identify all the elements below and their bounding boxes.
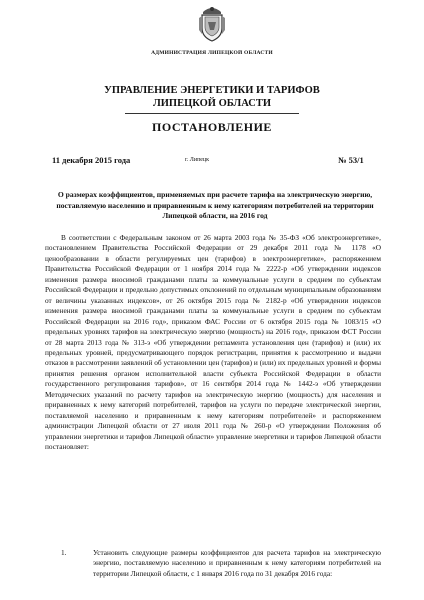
department-title: [40, 84, 384, 110]
department-line-1: УПРАВЛЕНИЕ ЭНЕРГЕТИКИ И ТАРИФОВ: [104, 85, 320, 96]
document-date: 11 декабря 2015 года: [52, 155, 131, 165]
coat-of-arms-icon: [197, 4, 227, 42]
document-number: № 53/1: [338, 155, 364, 165]
divider: [125, 113, 299, 114]
authority-line: АДМИНИСТРАЦИЯ ЛИПЕЦКОЙ ОБЛАСТИ: [151, 50, 273, 56]
document-type: ПОСТАНОВЛЕНИЕ: [152, 120, 272, 134]
list-item: [45, 548, 381, 579]
department-line-2: ЛИПЕЦКОЙ ОБЛАСТИ: [152, 98, 272, 109]
document-heading: О размерах коэффициентов, применяемых при расчете тарифа на электрическую энергию, поставляемую населению и приравненным к нему категориям потребителей на территории Липецкой области, на 2016 год: [56, 190, 374, 220]
item-text: Установить следующие размеры коэффициентов для расчета тарифов на электрическую энергию, поставляемую населению и приравненным к нему категориям потребителей на территории Липецкой области, с 1 января 2016 года по 31 декабря 2016 года:: [93, 548, 381, 578]
document-body: В соответствии с Федеральным законом от 26 марта 2003 года № 35-ФЗ «Об электроэнергетике», постановлением Правительства Российской Федерации от 29 декабря 2011 года № 1178 «О ценообразовании в области регулируемых цен (тарифов) в электроэнергетике», распоряжением Правительства Российской Федерации от 1 ноября 2014 года № 2222-р «Об утверждении индексов изменения размера вносимой гражданами платы за коммунальные услуги в среднем по субъектам Российской Федерации и предельно допустимых отклонений по отдельным муниципальным образованиям от величины указанных индексов», от 26 октября 2015 года № 2182-р «Об утверждении индексов изменения размера вносимой гражданами платы за коммунальные услуги в среднем по субъектам Российской Федерации на 2016 год», приказом ФАС России от 6 октября 2015 года № 1083/15 «О предельных уровнях тарифов на электрическую энергию (мощность) на 2016 год», приказом ФСТ России от 28 марта 2013 года № 313-э «Об утверждении регламента установления цен (тарифов) и (или) их предельных уровней, предусматривающего порядок регистрации, принятия к рассмотрению и выдачи отказов в рассмотрении заявлений об установлении цен (тарифов) и (или) их предельных уровней и формы принятия решения органом исполнительной власти субъекта Российской Федерации в области государственного регулирования тарифов», от 16 сентября 2014 года № 1442-э «Об утверждении Методических указаний по расчету тарифов на электрическую энергию (мощность) для населения и приравненных к нему категорий потребителей, тарифов на услуги по передаче электрической энергии, поставляемой населению и приравненным к нему категориям потребителей» и распоряжением администрации Липецкой области от 27 июля 2011 года № 260-р «О утверждении Положения об управлении энергетики и тарифов Липецкой области» управление энергетики и тарифов Липецкой области постановляет:: [45, 233, 381, 452]
document-place: г. Липецк: [185, 157, 210, 163]
item-number: 1.: [61, 548, 67, 557]
